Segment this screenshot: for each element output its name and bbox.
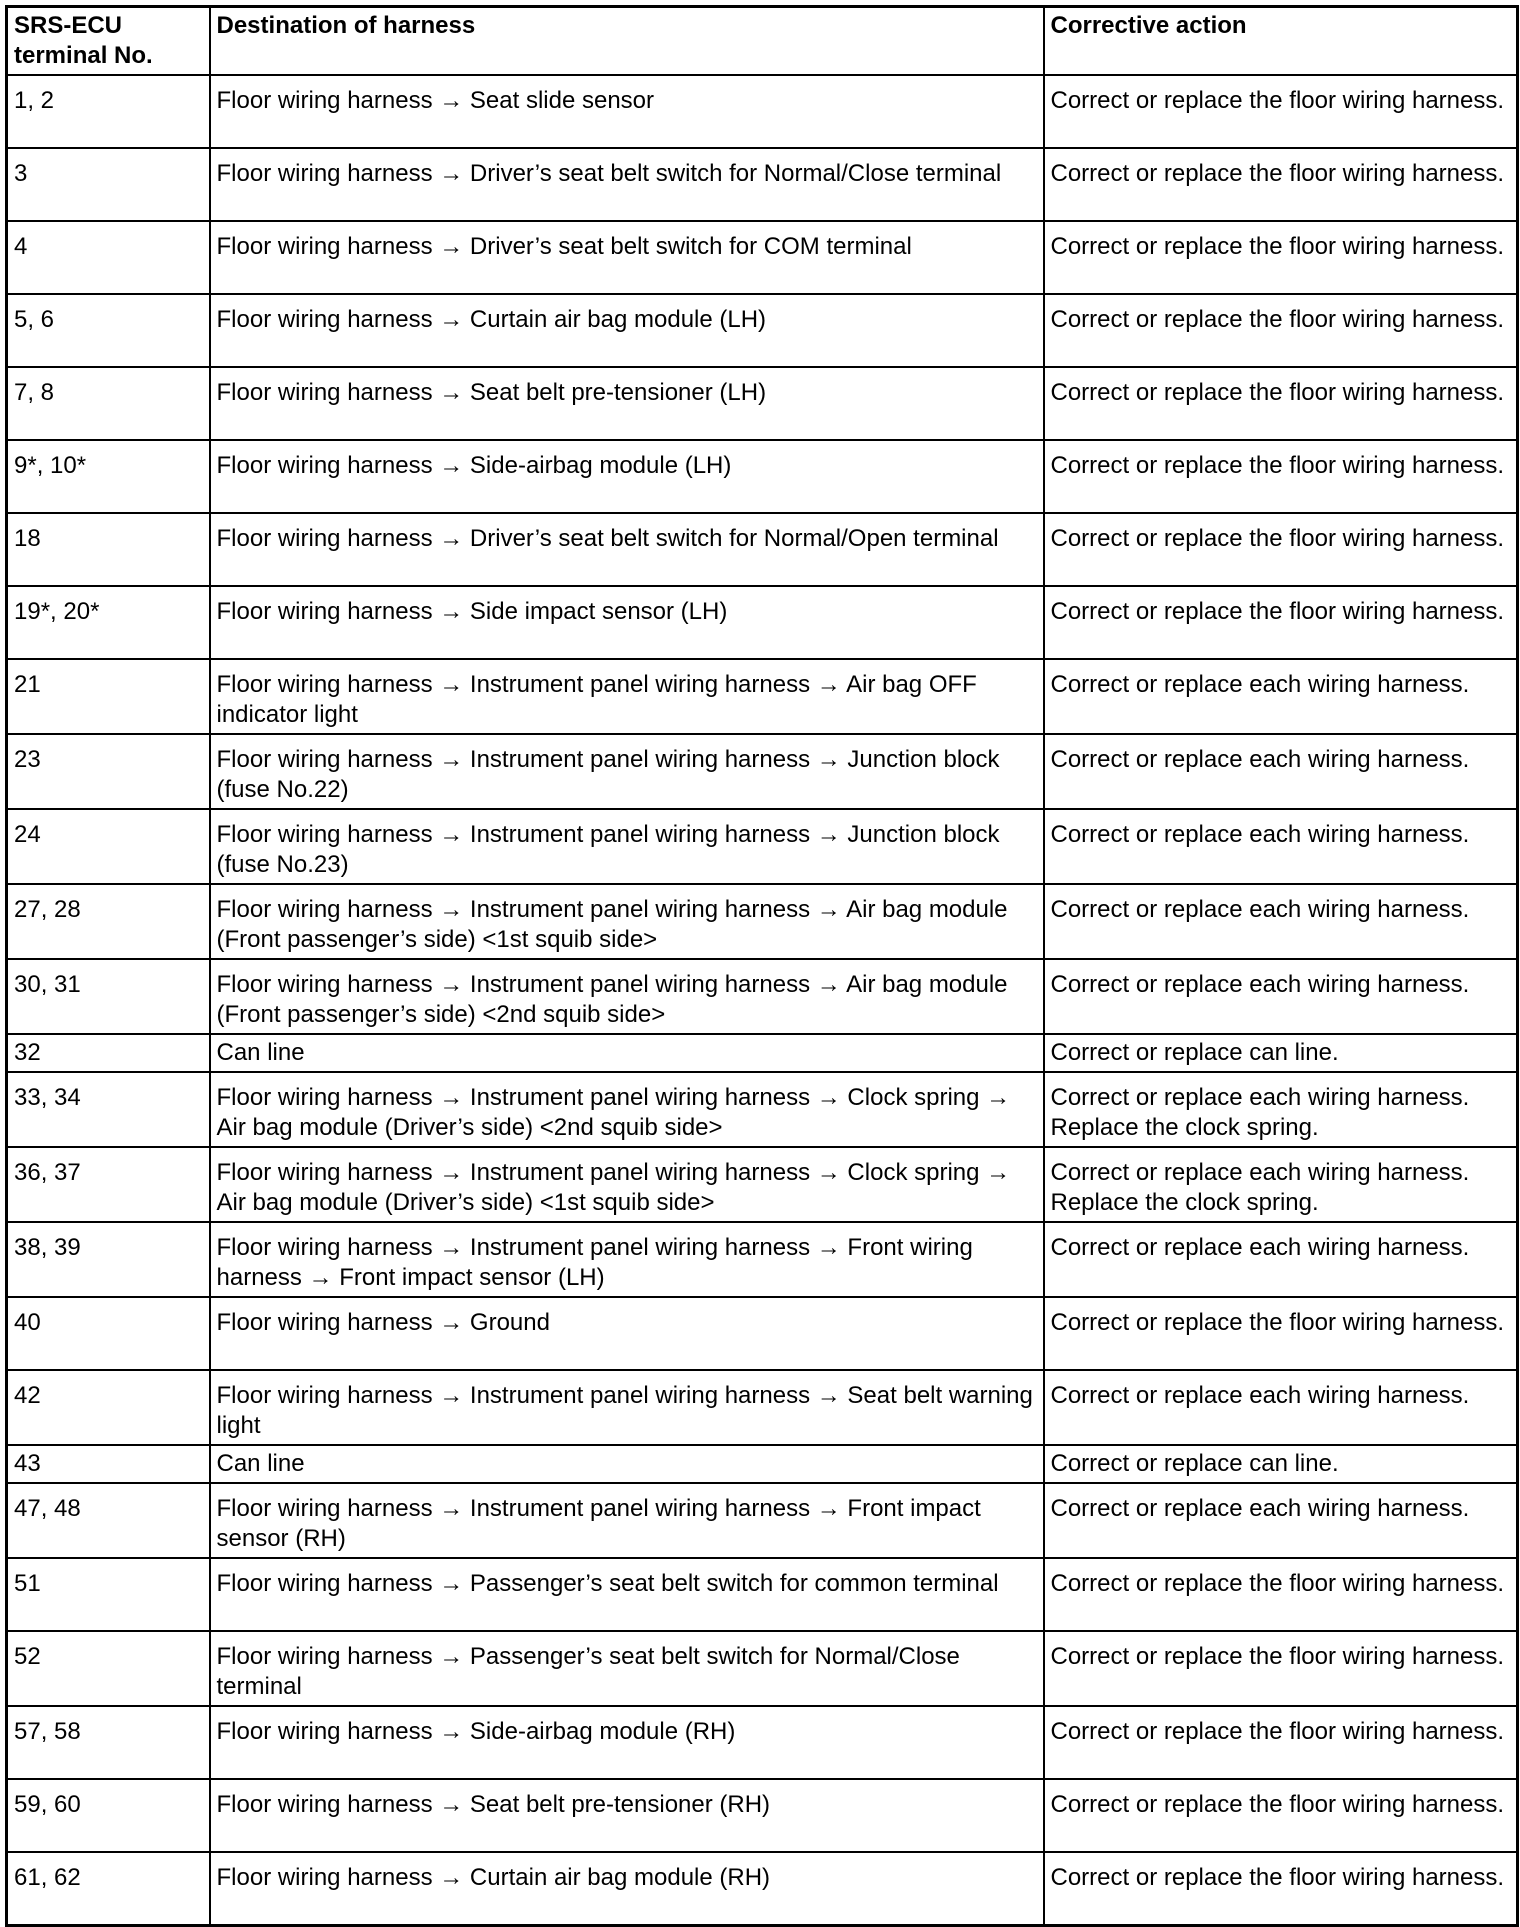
action-cell: Correct or replace the floor wiring harness. bbox=[1044, 586, 1518, 659]
table-body bbox=[7, 75, 1518, 1926]
table-row bbox=[7, 1370, 1518, 1445]
table-row bbox=[7, 1631, 1518, 1706]
destination-cell: Floor wiring harness → Instrument panel wiring harness → Air bag module (Front passenger’s side) <2nd squib side> bbox=[210, 959, 1044, 1034]
terminal-cell: 43 bbox=[7, 1445, 210, 1483]
terminal-cell: 59, 60 bbox=[7, 1779, 210, 1852]
table-row bbox=[7, 513, 1518, 586]
action-cell: Correct or replace each wiring harness. bbox=[1044, 659, 1518, 734]
terminal-cell: 40 bbox=[7, 1297, 210, 1370]
action-cell: Correct or replace the floor wiring harness. bbox=[1044, 221, 1518, 294]
action-cell: Correct or replace the floor wiring harness. bbox=[1044, 440, 1518, 513]
destination-cell: Floor wiring harness → Side impact sensor (LH) bbox=[210, 586, 1044, 659]
header-destination: Destination of harness bbox=[210, 7, 1044, 76]
terminal-cell: 52 bbox=[7, 1631, 210, 1706]
action-cell: Correct or replace can line. bbox=[1044, 1445, 1518, 1483]
terminal-cell: 5, 6 bbox=[7, 294, 210, 367]
table-row bbox=[7, 294, 1518, 367]
harness-table bbox=[5, 5, 1519, 1927]
action-cell: Correct or replace the floor wiring harness. bbox=[1044, 1779, 1518, 1852]
table-row bbox=[7, 1852, 1518, 1926]
destination-cell: Floor wiring harness → Driver’s seat belt switch for COM terminal bbox=[210, 221, 1044, 294]
table-row bbox=[7, 884, 1518, 959]
table-row bbox=[7, 1706, 1518, 1779]
terminal-cell: 7, 8 bbox=[7, 367, 210, 440]
destination-cell: Floor wiring harness → Seat belt pre-tensioner (RH) bbox=[210, 1779, 1044, 1852]
table-row bbox=[7, 1072, 1518, 1147]
action-cell: Correct or replace the floor wiring harness. bbox=[1044, 513, 1518, 586]
header-terminal: SRS-ECU terminal No. bbox=[7, 7, 210, 76]
destination-cell: Floor wiring harness → Instrument panel wiring harness → Clock spring → Air bag module (Driver’s side) <1st squib side> bbox=[210, 1147, 1044, 1222]
destination-cell: Floor wiring harness → Passenger’s seat belt switch for Normal/Close terminal bbox=[210, 1631, 1044, 1706]
destination-cell: Floor wiring harness → Ground bbox=[210, 1297, 1044, 1370]
terminal-cell: 23 bbox=[7, 734, 210, 809]
table-row bbox=[7, 959, 1518, 1034]
terminal-cell: 33, 34 bbox=[7, 1072, 210, 1147]
destination-cell: Floor wiring harness → Seat slide sensor bbox=[210, 75, 1044, 148]
action-cell: Correct or replace the floor wiring harness. bbox=[1044, 1297, 1518, 1370]
table-row bbox=[7, 1483, 1518, 1558]
terminal-cell: 61, 62 bbox=[7, 1852, 210, 1926]
action-cell: Correct or replace the floor wiring harness. bbox=[1044, 367, 1518, 440]
terminal-cell: 38, 39 bbox=[7, 1222, 210, 1297]
destination-cell: Floor wiring harness → Passenger’s seat belt switch for common terminal bbox=[210, 1558, 1044, 1631]
action-cell: Correct or replace the floor wiring harness. bbox=[1044, 1558, 1518, 1631]
action-cell: Correct or replace each wiring harness. bbox=[1044, 809, 1518, 884]
destination-cell: Floor wiring harness → Instrument panel wiring harness → Air bag module (Front passenger’s side) <1st squib side> bbox=[210, 884, 1044, 959]
destination-cell: Floor wiring harness → Instrument panel wiring harness → Junction block (fuse No.23) bbox=[210, 809, 1044, 884]
destination-cell: Floor wiring harness → Instrument panel wiring harness → Front wiring harness → Front impact sensor (LH) bbox=[210, 1222, 1044, 1297]
terminal-cell: 57, 58 bbox=[7, 1706, 210, 1779]
table-row bbox=[7, 809, 1518, 884]
destination-cell: Floor wiring harness → Instrument panel wiring harness → Junction block (fuse No.22) bbox=[210, 734, 1044, 809]
table-row bbox=[7, 367, 1518, 440]
terminal-cell: 4 bbox=[7, 221, 210, 294]
table-row bbox=[7, 1558, 1518, 1631]
table-row bbox=[7, 734, 1518, 809]
table-row bbox=[7, 1297, 1518, 1370]
action-cell: Correct or replace the floor wiring harness. bbox=[1044, 294, 1518, 367]
terminal-cell: 51 bbox=[7, 1558, 210, 1631]
destination-cell: Floor wiring harness → Driver’s seat belt switch for Normal/Close terminal bbox=[210, 148, 1044, 221]
table-row bbox=[7, 221, 1518, 294]
table-row bbox=[7, 659, 1518, 734]
table-row bbox=[7, 75, 1518, 148]
header-action: Corrective action bbox=[1044, 7, 1518, 76]
terminal-cell: 3 bbox=[7, 148, 210, 221]
table-row bbox=[7, 1445, 1518, 1483]
destination-cell: Floor wiring harness → Side-airbag module (RH) bbox=[210, 1706, 1044, 1779]
terminal-cell: 30, 31 bbox=[7, 959, 210, 1034]
action-cell: Correct or replace each wiring harness. bbox=[1044, 734, 1518, 809]
table-row bbox=[7, 440, 1518, 513]
action-cell: Correct or replace the floor wiring harness. bbox=[1044, 1706, 1518, 1779]
action-cell: Correct or replace each wiring harness. Replace the clock spring. bbox=[1044, 1072, 1518, 1147]
action-cell: Correct or replace the floor wiring harness. bbox=[1044, 148, 1518, 221]
table-row bbox=[7, 1034, 1518, 1072]
table-header-row bbox=[7, 7, 1518, 76]
destination-cell: Can line bbox=[210, 1445, 1044, 1483]
destination-cell: Floor wiring harness → Instrument panel wiring harness → Seat belt warning light bbox=[210, 1370, 1044, 1445]
table-row bbox=[7, 1779, 1518, 1852]
terminal-cell: 27, 28 bbox=[7, 884, 210, 959]
terminal-cell: 36, 37 bbox=[7, 1147, 210, 1222]
terminal-cell: 47, 48 bbox=[7, 1483, 210, 1558]
destination-cell: Floor wiring harness → Instrument panel wiring harness → Clock spring → Air bag module (Driver’s side) <2nd squib side> bbox=[210, 1072, 1044, 1147]
terminal-cell: 24 bbox=[7, 809, 210, 884]
action-cell: Correct or replace each wiring harness. bbox=[1044, 959, 1518, 1034]
terminal-cell: 42 bbox=[7, 1370, 210, 1445]
table-row bbox=[7, 586, 1518, 659]
destination-cell: Can line bbox=[210, 1034, 1044, 1072]
destination-cell: Floor wiring harness → Driver’s seat belt switch for Normal/Open terminal bbox=[210, 513, 1044, 586]
destination-cell: Floor wiring harness → Instrument panel wiring harness → Air bag OFF indicator light bbox=[210, 659, 1044, 734]
destination-cell: Floor wiring harness → Seat belt pre-tensioner (LH) bbox=[210, 367, 1044, 440]
action-cell: Correct or replace each wiring harness. bbox=[1044, 1370, 1518, 1445]
terminal-cell: 9*, 10* bbox=[7, 440, 210, 513]
action-cell: Correct or replace each wiring harness. Replace the clock spring. bbox=[1044, 1147, 1518, 1222]
terminal-cell: 19*, 20* bbox=[7, 586, 210, 659]
destination-cell: Floor wiring harness → Curtain air bag module (RH) bbox=[210, 1852, 1044, 1926]
table-row bbox=[7, 148, 1518, 221]
table-row bbox=[7, 1222, 1518, 1297]
action-cell: Correct or replace the floor wiring harness. bbox=[1044, 75, 1518, 148]
table-row bbox=[7, 1147, 1518, 1222]
terminal-cell: 32 bbox=[7, 1034, 210, 1072]
terminal-cell: 18 bbox=[7, 513, 210, 586]
destination-cell: Floor wiring harness → Instrument panel wiring harness → Front impact sensor (RH) bbox=[210, 1483, 1044, 1558]
action-cell: Correct or replace can line. bbox=[1044, 1034, 1518, 1072]
action-cell: Correct or replace each wiring harness. bbox=[1044, 884, 1518, 959]
destination-cell: Floor wiring harness → Curtain air bag module (LH) bbox=[210, 294, 1044, 367]
action-cell: Correct or replace each wiring harness. bbox=[1044, 1483, 1518, 1558]
destination-cell: Floor wiring harness → Side-airbag module (LH) bbox=[210, 440, 1044, 513]
action-cell: Correct or replace the floor wiring harness. bbox=[1044, 1852, 1518, 1926]
action-cell: Correct or replace the floor wiring harness. bbox=[1044, 1631, 1518, 1706]
action-cell: Correct or replace each wiring harness. bbox=[1044, 1222, 1518, 1297]
terminal-cell: 21 bbox=[7, 659, 210, 734]
terminal-cell: 1, 2 bbox=[7, 75, 210, 148]
